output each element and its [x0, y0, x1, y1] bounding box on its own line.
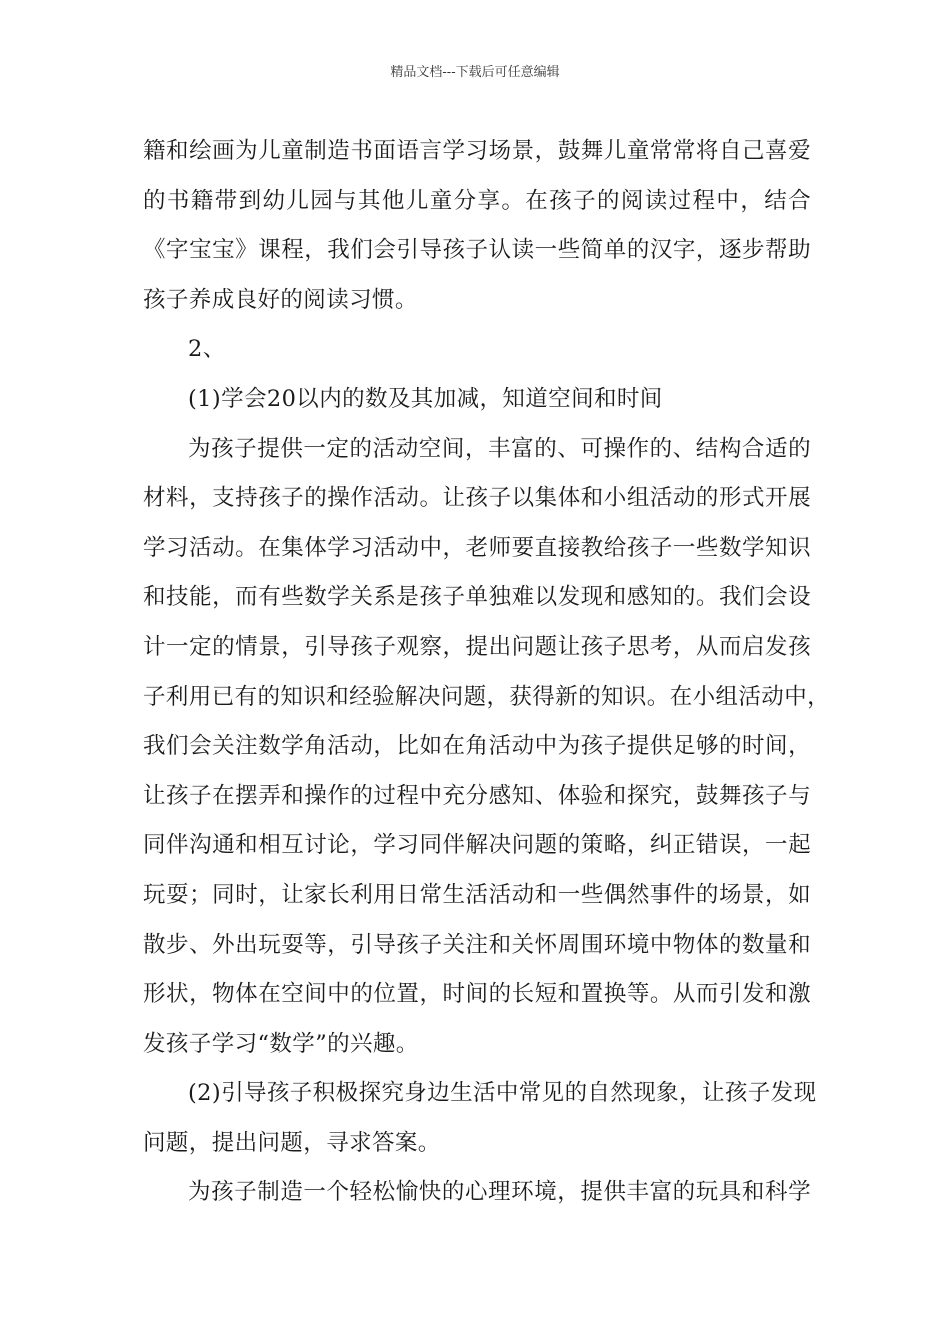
- subsection-heading: (1)学会20以内的数及其加减，知道空间和时间: [188, 385, 663, 412]
- text-line: 同伴沟通和相互讨论，学习同伴解决问题的策略，纠正错误，一起: [143, 832, 811, 859]
- section-number: 2、: [188, 336, 226, 363]
- text-line: 发孩子学习“数学”的兴趣。: [143, 1030, 419, 1057]
- text-line: 籍和绘画为儿童制造书面语言学习场景，鼓舞儿童常常将自己喜爱: [143, 138, 811, 164]
- text-line: 孩子养成良好的阅读习惯。: [143, 286, 418, 313]
- text-line: 《字宝宝》课程，我们会引导孩子认读一些简单的汉字，逐步帮助: [143, 237, 811, 264]
- text-line: 子利用已有的知识和经验解决问题，获得新的知识。在小组活动中，: [143, 683, 831, 710]
- text-line: 我们会关注数学角活动，比如在角活动中为孩子提供足够的时间，: [143, 733, 811, 760]
- text-line: 学习活动。在集体学习活动中，老师要直接教给孩子一些数学知识: [143, 534, 811, 561]
- document-body: [143, 127, 831, 1218]
- text-line: 为孩子提供一定的活动空间，丰富的、可操作的、结构合适的: [188, 435, 811, 462]
- text-line: 形状，物体在空间中的位置，时间的长短和置换等。从而引发和激: [143, 981, 811, 1008]
- text-line: 和技能，而有些数学关系是孩子单独难以发现和感知的。我们会设: [143, 584, 811, 611]
- subsection-heading: (2)引导孩子积极探究身边生活中常见的自然现象，让孩子发现: [188, 1080, 817, 1107]
- text-line: 玩耍；同时，让家长利用日常生活活动和一些偶然事件的场景，如: [143, 881, 811, 908]
- text-line: 材料，支持孩子的操作活动。让孩子以集体和小组活动的形式开展: [143, 485, 811, 512]
- text-line: 计一定的情景，引导孩子观察，提出问题让孩子思考，从而启发孩: [143, 633, 811, 660]
- text-line: 为孩子制造一个轻松愉快的心理环境，提供丰富的玩具和科学: [188, 1179, 811, 1206]
- text-line: 的书籍带到幼儿园与其他儿童分享。在孩子的阅读过程中，结合: [143, 187, 811, 214]
- text-line: 散步、外出玩耍等，引导孩子关注和关怀周围环境中物体的数量和: [143, 931, 811, 958]
- text-line: 让孩子在摆弄和操作的过程中充分感知、体验和探究，鼓舞孩子与: [143, 782, 811, 809]
- text-line: 问题，提出问题，寻求答案。: [143, 1129, 441, 1156]
- page-header: 精品文档---下载后可任意编辑: [390, 65, 560, 80]
